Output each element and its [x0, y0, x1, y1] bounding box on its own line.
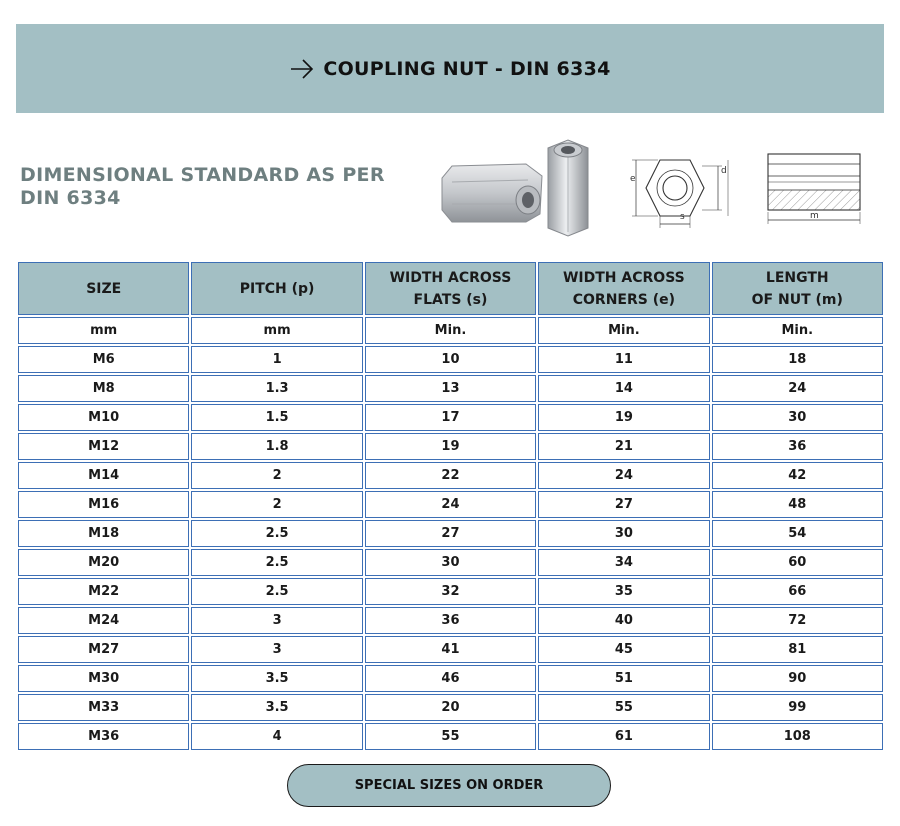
page-title: COUPLING NUT - DIN 6334 [323, 57, 611, 80]
table-cell: M22 [18, 578, 189, 605]
table-header-row [18, 262, 883, 315]
table-cell: 55 [538, 694, 709, 721]
table-cell: 19 [365, 433, 536, 460]
table-row [18, 462, 883, 489]
table-cell: 51 [538, 665, 709, 692]
table-row [18, 694, 883, 721]
table-row [18, 491, 883, 518]
table-cell: 2.5 [191, 520, 362, 547]
drawing-label-d: d [721, 166, 727, 176]
table-cell: 3.5 [191, 665, 362, 692]
table-row [18, 723, 883, 750]
arrow-right-icon [289, 58, 315, 80]
column-header-pitch: PITCH (p) [191, 262, 362, 315]
table-cell: 3 [191, 607, 362, 634]
table-cell: 46 [365, 665, 536, 692]
table-cell: 42 [712, 462, 883, 489]
table-cell: 19 [538, 404, 709, 431]
table-cell: 36 [365, 607, 536, 634]
table-cell: 35 [538, 578, 709, 605]
table-cell: 36 [712, 433, 883, 460]
table-row [18, 404, 883, 431]
column-header-width-across-flats: WIDTH ACROSS FLATS (s) [365, 262, 536, 315]
table-cell: 17 [365, 404, 536, 431]
table-cell: 21 [538, 433, 709, 460]
table-cell: 55 [365, 723, 536, 750]
unit-cell: Min. [365, 317, 536, 344]
table-cell: 24 [365, 491, 536, 518]
column-header-width-across-corners: WIDTH ACROSS CORNERS (e) [538, 262, 709, 315]
table-cell: 1 [191, 346, 362, 373]
drawing-label-m: m [810, 211, 819, 221]
table-cell: 3.5 [191, 694, 362, 721]
table-cell: 22 [365, 462, 536, 489]
table-units-row [18, 317, 883, 344]
table-cell: 3 [191, 636, 362, 663]
table-cell: 61 [538, 723, 709, 750]
table-cell: 54 [712, 520, 883, 547]
table-cell: 60 [712, 549, 883, 576]
table-row [18, 578, 883, 605]
table-cell: 2.5 [191, 578, 362, 605]
special-sizes-order-button[interactable]: SPECIAL SIZES ON ORDER [287, 764, 611, 807]
table-cell: 13 [365, 375, 536, 402]
column-header-size: SIZE [18, 262, 189, 315]
coupling-nut-vertical-image [544, 136, 592, 238]
drawing-label-e: e [630, 174, 636, 184]
table-cell: 2 [191, 462, 362, 489]
header-banner [16, 24, 884, 113]
table-cell: 1.8 [191, 433, 362, 460]
table-cell: 30 [712, 404, 883, 431]
table-cell: 10 [365, 346, 536, 373]
table-cell: 27 [538, 491, 709, 518]
unit-cell: mm [191, 317, 362, 344]
table-cell: M16 [18, 491, 189, 518]
table-cell: 41 [365, 636, 536, 663]
table-cell: 108 [712, 723, 883, 750]
table-row [18, 520, 883, 547]
table-row [18, 607, 883, 634]
table-cell: M18 [18, 520, 189, 547]
table-row [18, 636, 883, 663]
table-cell: 2 [191, 491, 362, 518]
unit-cell: Min. [538, 317, 709, 344]
table-cell: 24 [712, 375, 883, 402]
table-cell: M24 [18, 607, 189, 634]
table-cell: M30 [18, 665, 189, 692]
table-cell: 32 [365, 578, 536, 605]
table-row [18, 665, 883, 692]
table-row [18, 433, 883, 460]
table-cell: 18 [712, 346, 883, 373]
table-cell: 24 [538, 462, 709, 489]
table-cell: M6 [18, 346, 189, 373]
table-cell: M14 [18, 462, 189, 489]
coupling-nut-horizontal-image [438, 160, 544, 226]
table-row [18, 375, 883, 402]
table-cell: 1.3 [191, 375, 362, 402]
drawing-label-s: s [680, 212, 685, 222]
table-cell: 72 [712, 607, 883, 634]
table-cell: 14 [538, 375, 709, 402]
unit-cell: Min. [712, 317, 883, 344]
table-cell: M33 [18, 694, 189, 721]
table-cell: 1.5 [191, 404, 362, 431]
table-cell: 66 [712, 578, 883, 605]
table-cell: 27 [365, 520, 536, 547]
table-cell: M20 [18, 549, 189, 576]
table-cell: 48 [712, 491, 883, 518]
dimensions-table [16, 260, 885, 752]
table-cell: M27 [18, 636, 189, 663]
table-cell: 99 [712, 694, 883, 721]
table-row [18, 549, 883, 576]
table-row [18, 346, 883, 373]
table-cell: M8 [18, 375, 189, 402]
table-cell: M10 [18, 404, 189, 431]
table-cell: 40 [538, 607, 709, 634]
table-cell: M36 [18, 723, 189, 750]
table-cell: M12 [18, 433, 189, 460]
table-cell: 30 [538, 520, 709, 547]
table-cell: 4 [191, 723, 362, 750]
column-header-length-of-nut: LENGTH OF NUT (m) [712, 262, 883, 315]
table-cell: 11 [538, 346, 709, 373]
table-cell: 90 [712, 665, 883, 692]
section-subtitle: DIMENSIONAL STANDARD AS PER DIN 6334 [20, 164, 385, 209]
table-cell: 34 [538, 549, 709, 576]
table-cell: 30 [365, 549, 536, 576]
unit-cell: mm [18, 317, 189, 344]
table-cell: 45 [538, 636, 709, 663]
table-cell: 20 [365, 694, 536, 721]
table-cell: 81 [712, 636, 883, 663]
table-cell: 2.5 [191, 549, 362, 576]
